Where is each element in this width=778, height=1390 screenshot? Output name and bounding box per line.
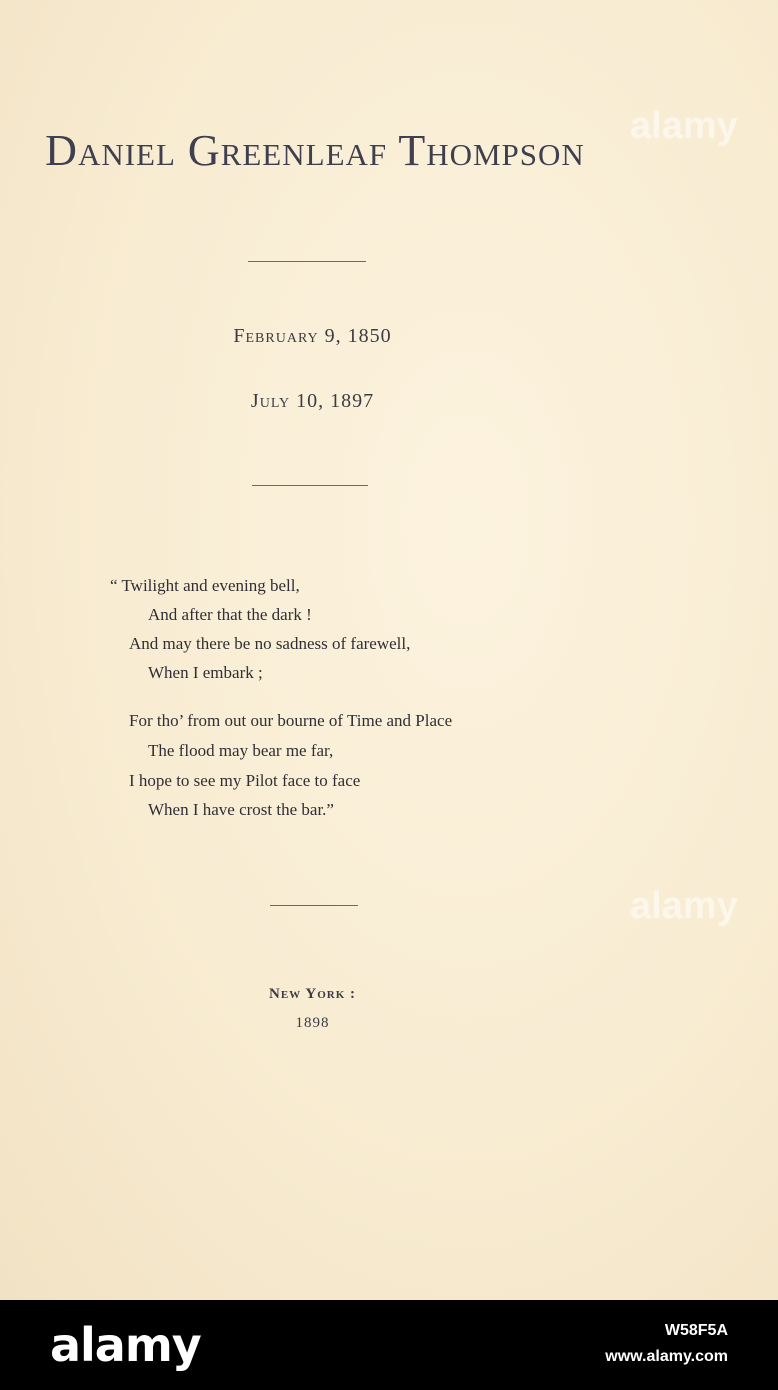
divider-middle	[252, 485, 368, 486]
image-id: W58F5A	[664, 1322, 728, 1339]
watermark-logo: alamy	[630, 105, 738, 147]
poem-line: The flood may bear me far,	[148, 741, 334, 760]
poem-line: When I have crost the bar.”	[148, 800, 334, 819]
brand-logo: alamy	[50, 1318, 201, 1372]
watermark-logo: alamy	[630, 885, 738, 927]
divider-top	[248, 261, 366, 262]
poem-line: And after that the dark !	[148, 605, 312, 624]
divider-bottom	[270, 905, 358, 906]
death-date: July 10, 1897	[250, 390, 375, 412]
site-url: www.alamy.com	[605, 1348, 728, 1365]
footer-bar	[0, 1300, 778, 1390]
poem-line: For tho’ from out our bourne of Time and Place	[129, 711, 453, 730]
birth-date: February 9, 1850	[233, 325, 392, 347]
publisher-place: New York :	[269, 986, 356, 1002]
page-title: Daniel Greenleaf Thompson	[45, 126, 585, 175]
publisher-year: 1898	[295, 1015, 330, 1031]
poem-line: “ Twilight and evening bell,	[110, 576, 300, 595]
poem-line: I hope to see my Pilot face to face	[129, 771, 361, 790]
poem-line: When I embark ;	[148, 663, 263, 682]
poem-line: And may there be no sadness of farewell,	[129, 634, 411, 653]
